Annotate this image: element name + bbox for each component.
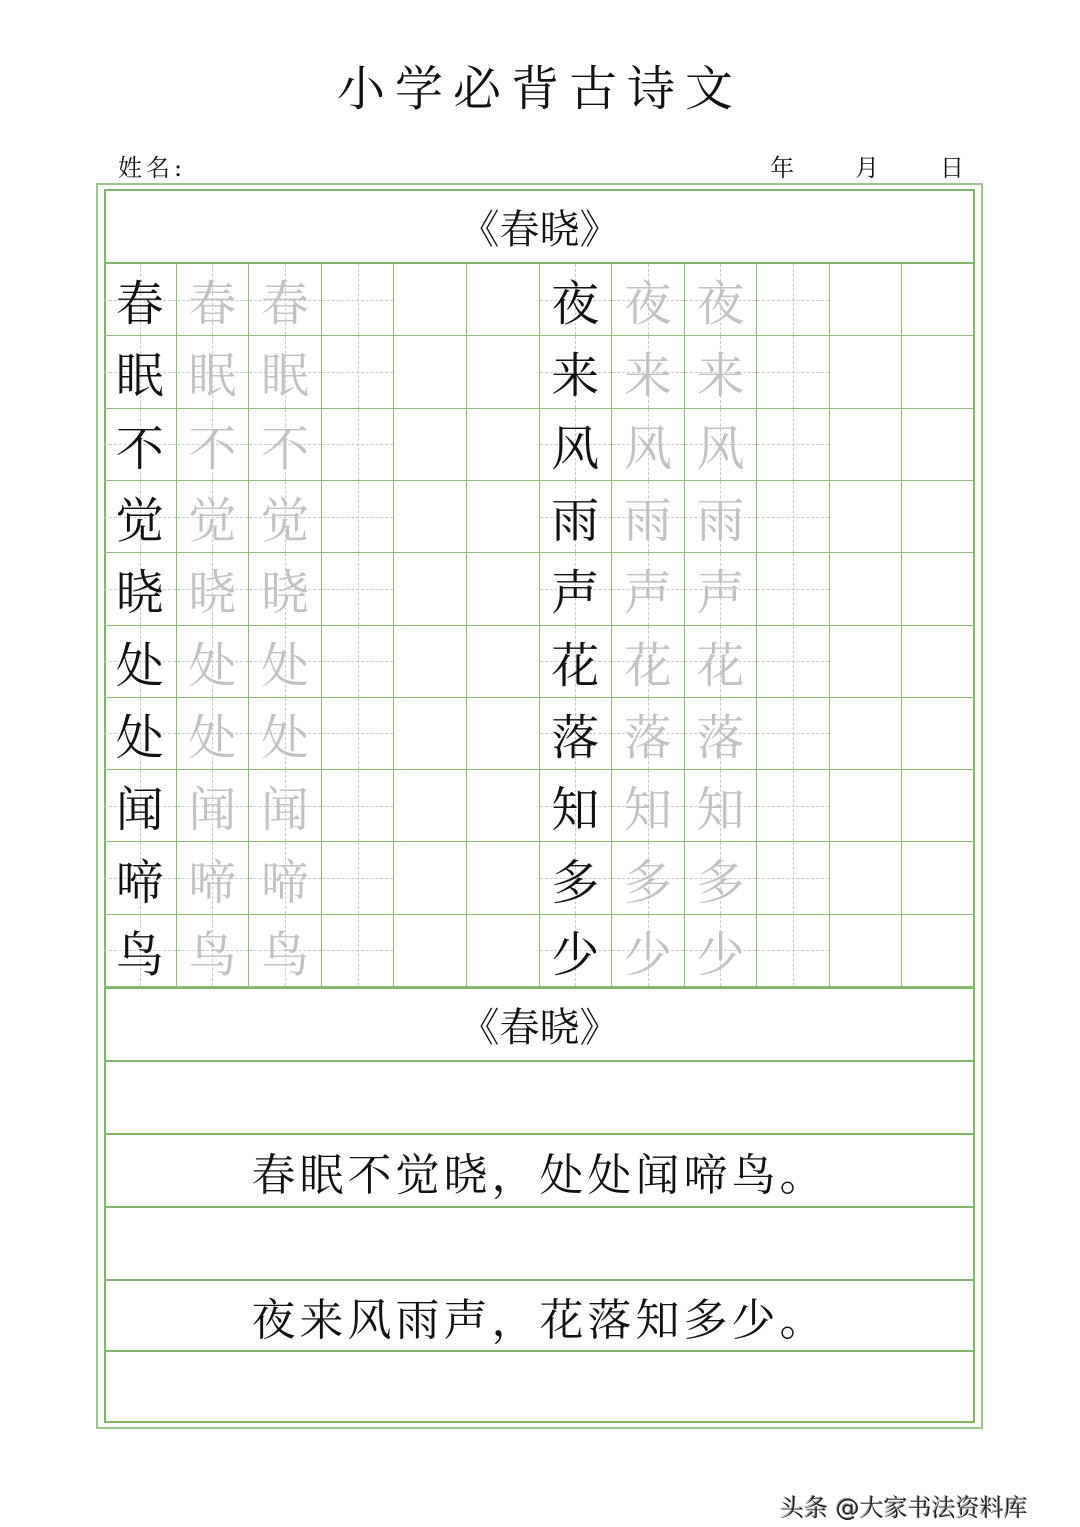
trace-character: 声 [696, 565, 745, 622]
trace-cell [177, 336, 250, 408]
trace-character: 夜 [696, 276, 745, 333]
model-character: 夜 [551, 276, 600, 333]
blank-practice-cell [467, 626, 540, 698]
trace-character: 落 [696, 709, 745, 766]
trace-character: 雨 [623, 493, 672, 550]
date-day-label: 日 [940, 154, 964, 182]
model-character: 晓 [115, 565, 164, 622]
blank-practice-cell [830, 915, 903, 987]
model-character: 鸟 [115, 926, 164, 983]
blank-practice-cell [394, 264, 467, 336]
blank-practice-cell [394, 336, 467, 408]
blank-practice-cell [467, 553, 540, 625]
model-cell [104, 264, 177, 336]
blank-practice-cell [902, 915, 975, 987]
model-cell [540, 336, 613, 408]
blank-practice-cell [467, 842, 540, 914]
trace-character: 雨 [696, 493, 745, 550]
page-title: 小学必背古诗文 [336, 61, 743, 117]
trace-cell [177, 409, 250, 481]
trace-cell [177, 698, 250, 770]
verse-row-2 [104, 1279, 975, 1351]
model-character: 啼 [115, 854, 164, 911]
trace-character: 花 [696, 637, 745, 694]
trace-cell [612, 770, 685, 842]
model-character: 风 [551, 420, 600, 477]
trace-character: 知 [623, 782, 672, 839]
trace-cell [685, 842, 758, 914]
trace-cell [685, 626, 758, 698]
blank-practice-cell [394, 842, 467, 914]
trace-character: 不 [260, 420, 309, 477]
trace-character: 多 [623, 854, 672, 911]
model-cell [104, 626, 177, 698]
blank-practice-cell [830, 409, 903, 481]
model-cell [104, 336, 177, 408]
blank-writing-row-1 [104, 1060, 975, 1133]
blank-practice-cell [757, 336, 830, 408]
trace-character: 花 [623, 637, 672, 694]
blank-writing-row-3 [104, 1350, 975, 1422]
trace-cell [685, 770, 758, 842]
verse-row-1 [104, 1133, 975, 1206]
trace-cell [249, 842, 322, 914]
trace-character: 晓 [260, 565, 309, 622]
trace-cell [177, 481, 250, 553]
model-cell [540, 481, 613, 553]
blank-practice-cell [757, 698, 830, 770]
blank-practice-cell [757, 626, 830, 698]
blank-practice-cell [830, 770, 903, 842]
name-label: 姓名: [118, 154, 187, 182]
trace-cell [249, 336, 322, 408]
trace-cell [249, 626, 322, 698]
blank-practice-cell [467, 336, 540, 408]
trace-cell [177, 264, 250, 336]
trace-cell [612, 481, 685, 553]
blank-practice-cell [902, 770, 975, 842]
trace-character: 眠 [188, 348, 237, 405]
practice-grid [104, 262, 975, 987]
trace-character: 处 [188, 709, 237, 766]
blank-practice-cell [467, 409, 540, 481]
trace-character: 夜 [623, 276, 672, 333]
trace-character: 少 [623, 926, 672, 983]
trace-character: 风 [696, 420, 745, 477]
trace-cell [177, 915, 250, 987]
blank-practice-cell [467, 481, 540, 553]
blank-practice-cell [830, 336, 903, 408]
trace-cell [685, 915, 758, 987]
blank-practice-cell [467, 770, 540, 842]
model-cell [104, 481, 177, 553]
trace-character: 觉 [188, 493, 237, 550]
trace-cell [612, 336, 685, 408]
blank-practice-cell [394, 626, 467, 698]
trace-cell [249, 409, 322, 481]
model-cell [540, 842, 613, 914]
poem-title: 《春晓》 [459, 207, 620, 253]
date-month-label: 月 [855, 154, 879, 182]
blank-practice-cell [902, 842, 975, 914]
blank-practice-cell [394, 481, 467, 553]
blank-practice-cell [830, 626, 903, 698]
model-character: 处 [115, 637, 164, 694]
blank-practice-cell [830, 698, 903, 770]
blank-practice-cell [830, 553, 903, 625]
model-character: 少 [551, 926, 600, 983]
blank-practice-cell [322, 770, 395, 842]
trace-cell [685, 409, 758, 481]
trace-cell [612, 626, 685, 698]
model-cell [540, 770, 613, 842]
model-cell [104, 409, 177, 481]
blank-practice-cell [830, 481, 903, 553]
trace-character: 知 [696, 782, 745, 839]
model-character: 来 [551, 348, 600, 405]
trace-character: 鸟 [188, 926, 237, 983]
date-year-label: 年 [770, 154, 794, 182]
model-cell [104, 698, 177, 770]
blank-practice-cell [467, 698, 540, 770]
trace-character: 少 [696, 926, 745, 983]
trace-character: 眠 [260, 348, 309, 405]
trace-cell [612, 698, 685, 770]
blank-practice-cell [830, 264, 903, 336]
blank-practice-cell [757, 915, 830, 987]
model-character: 春 [115, 276, 164, 333]
blank-practice-cell [757, 409, 830, 481]
trace-cell [612, 264, 685, 336]
blank-practice-cell [322, 553, 395, 625]
poem-subtitle: 《春晓》 [459, 1005, 620, 1051]
blank-practice-cell [322, 264, 395, 336]
model-character: 闻 [115, 782, 164, 839]
model-character: 眠 [115, 348, 164, 405]
trace-character: 晓 [188, 565, 237, 622]
trace-character: 啼 [188, 854, 237, 911]
watermark: 头条 @大家书法资料库 [780, 1494, 1028, 1522]
trace-cell [249, 915, 322, 987]
trace-character: 闻 [260, 782, 309, 839]
trace-cell [177, 626, 250, 698]
trace-cell [685, 698, 758, 770]
trace-character: 处 [260, 709, 309, 766]
blank-practice-cell [322, 626, 395, 698]
blank-practice-cell [467, 264, 540, 336]
trace-cell [177, 553, 250, 625]
trace-character: 来 [623, 348, 672, 405]
trace-character: 觉 [260, 493, 309, 550]
trace-character: 处 [260, 637, 309, 694]
poem-subtitle-row [104, 987, 975, 1060]
trace-cell [249, 770, 322, 842]
verse-line-2: 夜来风雨声，花落知多少。 [251, 1295, 828, 1346]
blank-practice-cell [757, 770, 830, 842]
model-cell [104, 553, 177, 625]
model-character: 觉 [115, 493, 164, 550]
trace-cell [612, 915, 685, 987]
trace-character: 鸟 [260, 926, 309, 983]
blank-practice-cell [394, 770, 467, 842]
blank-practice-cell [902, 336, 975, 408]
blank-practice-cell [394, 698, 467, 770]
blank-practice-cell [902, 409, 975, 481]
trace-cell [685, 553, 758, 625]
blank-practice-cell [322, 409, 395, 481]
model-cell [540, 409, 613, 481]
poem-title-row [104, 191, 975, 262]
model-character: 不 [115, 420, 164, 477]
blank-practice-cell [902, 481, 975, 553]
model-cell [540, 698, 613, 770]
trace-character: 啼 [260, 854, 309, 911]
blank-practice-cell [467, 915, 540, 987]
blank-practice-cell [830, 842, 903, 914]
model-cell [540, 553, 613, 625]
blank-practice-cell [394, 409, 467, 481]
trace-cell [685, 481, 758, 553]
model-character: 雨 [551, 493, 600, 550]
trace-character: 闻 [188, 782, 237, 839]
trace-cell [612, 842, 685, 914]
model-cell [104, 842, 177, 914]
blank-writing-row-2 [104, 1206, 975, 1279]
model-character: 知 [551, 782, 600, 839]
trace-cell [249, 481, 322, 553]
blank-practice-cell [322, 842, 395, 914]
blank-practice-cell [322, 336, 395, 408]
trace-character: 春 [260, 276, 309, 333]
blank-practice-cell [394, 915, 467, 987]
trace-character: 不 [188, 420, 237, 477]
model-cell [540, 915, 613, 987]
model-character: 声 [551, 565, 600, 622]
blank-practice-cell [902, 626, 975, 698]
blank-practice-cell [394, 553, 467, 625]
blank-practice-cell [322, 915, 395, 987]
model-cell [540, 264, 613, 336]
blank-practice-cell [322, 481, 395, 553]
model-character: 处 [115, 709, 164, 766]
model-cell [104, 770, 177, 842]
blank-practice-cell [757, 481, 830, 553]
model-cell [104, 915, 177, 987]
blank-practice-cell [902, 553, 975, 625]
model-cell [540, 626, 613, 698]
blank-practice-cell [757, 264, 830, 336]
trace-character: 风 [623, 420, 672, 477]
trace-cell [177, 770, 250, 842]
trace-character: 落 [623, 709, 672, 766]
trace-cell [685, 264, 758, 336]
trace-cell [685, 336, 758, 408]
blank-practice-cell [757, 553, 830, 625]
model-character: 落 [551, 709, 600, 766]
trace-character: 来 [696, 348, 745, 405]
blank-practice-cell [902, 698, 975, 770]
trace-cell [249, 698, 322, 770]
model-character: 花 [551, 637, 600, 694]
trace-cell [177, 842, 250, 914]
verse-line-1: 春眠不觉晓，处处闻啼鸟。 [251, 1149, 828, 1201]
trace-character: 春 [188, 276, 237, 333]
blank-practice-cell [902, 264, 975, 336]
trace-cell [249, 264, 322, 336]
trace-character: 处 [188, 637, 237, 694]
trace-cell [612, 553, 685, 625]
trace-cell [249, 553, 322, 625]
model-character: 多 [551, 854, 600, 911]
blank-practice-cell [322, 698, 395, 770]
trace-cell [612, 409, 685, 481]
trace-character: 多 [696, 854, 745, 911]
trace-character: 声 [623, 565, 672, 622]
blank-practice-cell [757, 842, 830, 914]
